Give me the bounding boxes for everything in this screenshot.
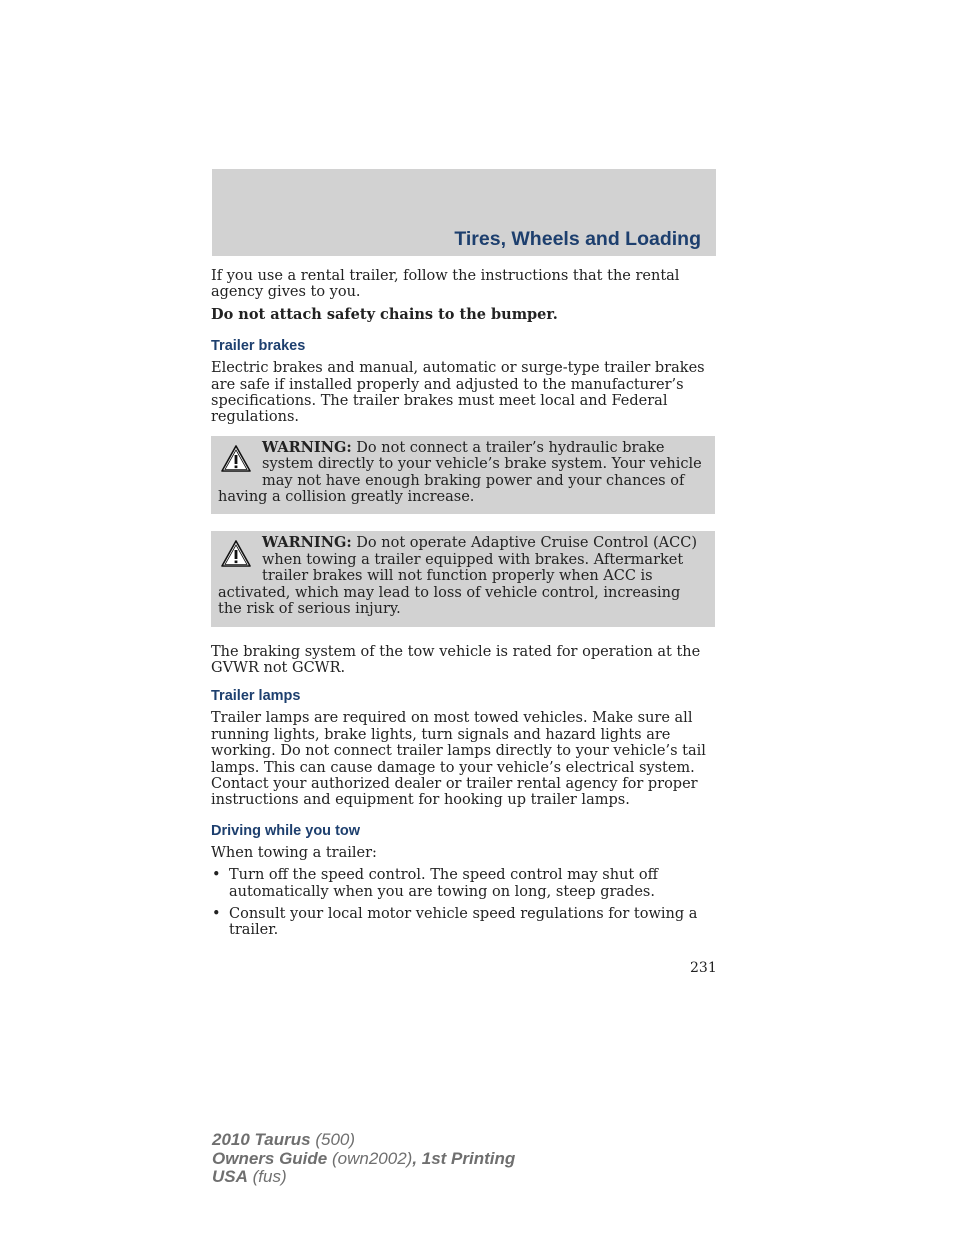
footer-region: USA — [212, 1167, 248, 1186]
section-header-band — [212, 169, 716, 256]
footer-model: 2010 Taurus — [212, 1130, 311, 1149]
page-content — [211, 268, 716, 945]
trailer-brakes-paragraph: Electric brakes and manual, automatic or surge-type trailer brakes are safe if installed properly and adjusted to the manufacturer’s specifications. The trailer brakes must meet local and Federal regulations. — [211, 360, 705, 426]
list-item — [211, 906, 716, 939]
footer-model-code: (500) — [315, 1130, 356, 1149]
warning-label: WARNING: — [262, 534, 352, 552]
warning-box-acc — [211, 531, 715, 626]
rental-trailer-paragraph: If you use a rental trailer, follow the instructions that the rental agency gives to you. — [211, 268, 680, 301]
warning-triangle-icon — [220, 444, 252, 474]
footer-region-code: (fus) — [252, 1167, 287, 1186]
safety-chains-note: Do not attach safety chains to the bumper. — [211, 305, 558, 323]
bullet-mark: • — [212, 867, 221, 884]
towing-tips-list — [211, 867, 716, 939]
trailer-lamps-paragraph: Trailer lamps are required on most towed vehicles. Make sure all running lights, brake lights, turn signals and hazard lights are working. Do not connect trailer lamps directly to your vehicle’s tail lamps. This can cause damage to your vehicle’s electrical system. Contact your authorized dealer or trailer rental agency for proper instructions and equipment for hooking up trailer lamps. — [211, 710, 706, 809]
towing-intro: When towing a trailer: — [211, 844, 377, 861]
footer-line-model — [212, 1131, 515, 1150]
warning-triangle-icon — [220, 539, 252, 569]
warning-text: Do not connect a trailer’s hydraulic brake system directly to your vehicle’s brake system. Your vehicle may not have enough braking power and your chances of having a collision greatly increase. — [218, 439, 702, 506]
trailer-brakes-heading: Trailer brakes — [211, 338, 306, 355]
braking-rating-paragraph: The braking system of the tow vehicle is rated for operation at the GVWR not GCWR. — [211, 643, 701, 676]
footer-guide-code: (own2002) — [331, 1148, 413, 1168]
driving-while-towing-heading: Driving while you tow — [211, 822, 361, 839]
footer-guide: Owners Guide — [212, 1148, 328, 1168]
warning-text: Do not operate Adaptive Cruise Control (ACC) when towing a trailer equipped with brakes. Aftermarket trailer brakes will not function properly when ACC is activated, which may lead to loss of vehicle control, increasing the risk of serious injury. — [218, 535, 697, 618]
footer-line-guide — [212, 1150, 515, 1169]
footer-printing: , 1st Printing — [412, 1148, 516, 1168]
page-number: 231 — [690, 960, 717, 976]
list-item-text: Turn off the speed control. The speed control may shut off automatically when you are towing on long, steep grades. — [229, 867, 658, 900]
warning-box-hydraulic — [211, 436, 715, 515]
warning-label: WARNING: — [262, 438, 352, 456]
document-footer — [212, 1131, 515, 1187]
list-item — [211, 867, 716, 900]
bullet-mark: • — [212, 905, 221, 922]
section-title: Tires, Wheels and Loading — [454, 228, 701, 250]
footer-line-region — [212, 1168, 515, 1187]
trailer-lamps-heading: Trailer lamps — [211, 688, 301, 705]
list-item-text: Consult your local motor vehicle speed regulations for towing a trailer. — [229, 905, 698, 939]
